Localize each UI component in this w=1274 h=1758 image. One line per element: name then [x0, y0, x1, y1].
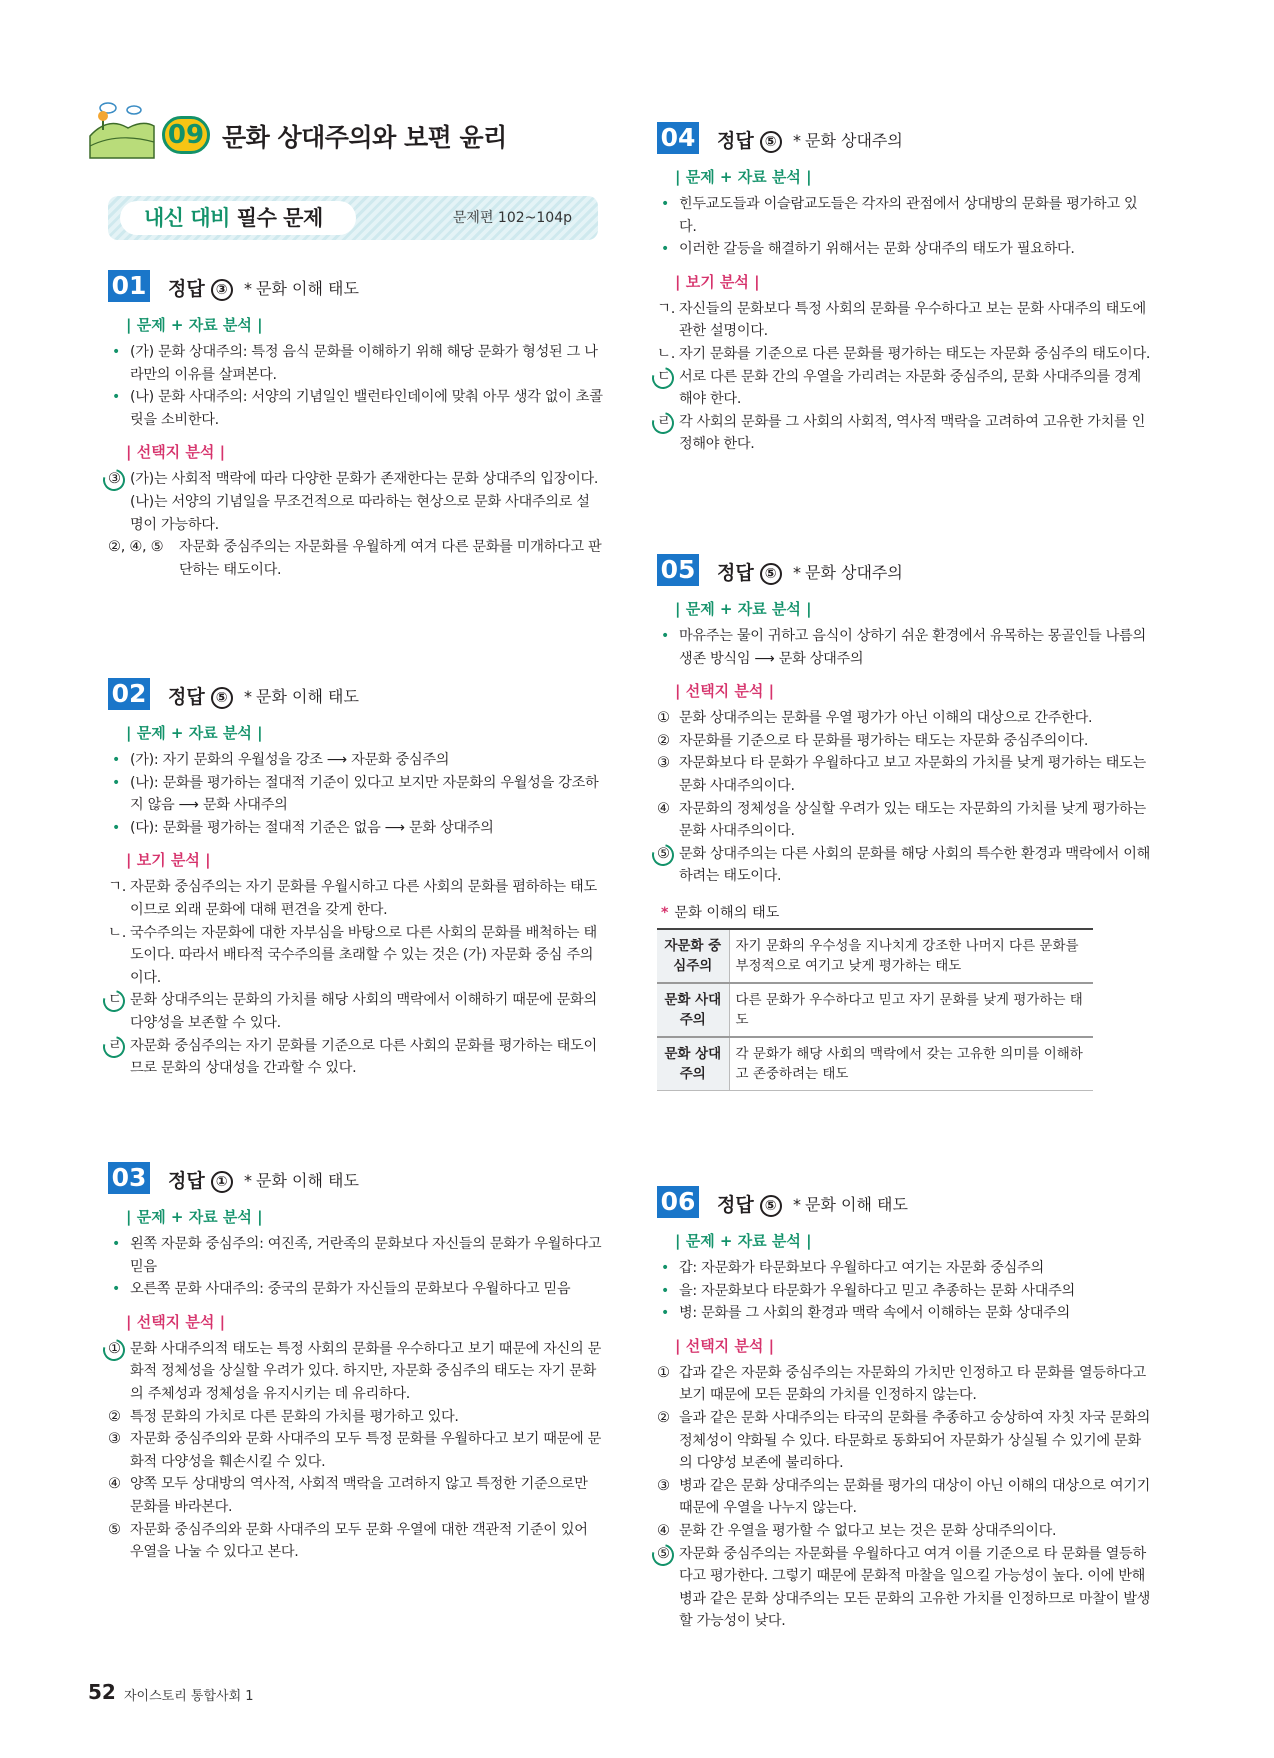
bullet-item: • 왼쪽 자문화 중심주의: 여진족, 거란족의 문화보다 자신들의 문화가 우월하다고 믿음 — [108, 1233, 603, 1278]
choice-marker: ⑤ — [108, 1521, 121, 1538]
choice-item — [657, 707, 1152, 730]
choice-text: 자문화 중심주의와 문화 사대주의 모두 특정 문화를 우월하다고 보기 때문에 문화적 다양성을 훼손시킬 수 있다. — [130, 1431, 602, 1470]
question-number: 04 — [657, 122, 699, 154]
table-row: 자문화 중심주의 자기 문화의 우수성을 지나치게 강조한 나머지 다른 문화를 부정적으로 여기고 낮게 평가하는 태도 — [657, 929, 1093, 983]
choice-item — [108, 536, 603, 581]
analysis-heading: | 문제 + 자료 분석 | — [675, 1232, 812, 1250]
note-title: * 문화 이해의 태도 — [661, 904, 780, 921]
correct-mark-icon — [99, 465, 129, 495]
topic: * 문화 상대주의 — [793, 131, 903, 150]
bullet-item: • 이러한 갈등을 해결하기 위해서는 문화 상대주의 태도가 필요하다. — [657, 238, 1152, 261]
choice-item — [108, 922, 603, 990]
correct-mark-icon — [648, 1540, 678, 1570]
choice-item — [657, 730, 1152, 753]
choice-item — [108, 1035, 603, 1080]
bullet-item: • 마유주는 물이 귀하고 음식이 상하기 쉬운 환경에서 유목하는 몽골인들 나름의 생존 방식임 ⟶ 문화 상대주의 — [657, 625, 1152, 670]
chapter-title: 문화 상대주의와 보편 윤리 — [222, 123, 507, 152]
topic: * 문화 이해 태도 — [793, 1195, 908, 1214]
choice-marker: ㄹ — [657, 413, 671, 430]
choice-item — [108, 1406, 603, 1429]
choice-item — [108, 1428, 603, 1473]
question-02 — [108, 678, 603, 1080]
choice-item — [657, 752, 1152, 797]
analysis-heading: | 문제 + 자료 분석 | — [675, 600, 812, 618]
topic: * 문화 이해 태도 — [244, 687, 359, 706]
choice-item — [108, 1519, 603, 1564]
choice-heading: | 선택지 분석 | — [126, 443, 226, 462]
table-row: 문화 상대주의 각 문화가 해당 사회의 맥락에서 갖는 고유한 의미를 이해하고 존중하려는 태도 — [657, 1037, 1093, 1091]
choice-marker: ③ — [657, 755, 670, 772]
bullet-item: • 병: 문화를 그 사회의 환경과 맥락 속에서 이해하는 문화 상대주의 — [657, 1302, 1152, 1325]
choice-text: 자문화를 기준으로 타 문화를 평가하는 태도는 자문화 중심주의이다. — [679, 732, 1089, 749]
chapter-number: 09 — [162, 116, 210, 154]
choice-item — [108, 989, 603, 1034]
choice-text: 문화 간 우열을 평가할 수 없다고 보는 것은 문화 상대주의이다. — [679, 1522, 1057, 1539]
choice-list — [108, 468, 603, 581]
choice-text: 갑과 같은 자문화 중심주의는 자문화의 가치만 인정하고 타 문화를 열등하다고 보기 때문에 모든 문화의 가치를 인정하지 않는다. — [679, 1364, 1146, 1404]
view-list — [108, 876, 603, 1079]
choice-item — [657, 411, 1152, 456]
choice-text: (가)는 사회적 맥락에 따라 다양한 문화가 존재한다는 문화 상대주의 입장이다. — [130, 471, 599, 488]
choice-text: 국수주의는 자문화에 대한 자부심을 바탕으로 다른 사회의 문화를 배척하는 태도이다. 따라서 배타적 국수주의를 초래할 수 있는 것은 (가) 자문화 중심 주의이다. — [130, 924, 597, 986]
choice-marker: ⑤ — [657, 845, 670, 862]
question-number: 05 — [657, 554, 699, 586]
choice-heading: | 선택지 분석 | — [126, 1312, 226, 1331]
analysis-heading: | 문제 + 자료 분석 | — [126, 316, 263, 334]
bullet-list — [657, 1257, 1152, 1325]
bullet-item: • 오른쪽 문화 사대주의: 중국의 문화가 자신들의 문화보다 우월하다고 믿음 — [108, 1278, 603, 1301]
answer-label: 정답 ⑤ — [717, 558, 782, 585]
choice-item — [108, 1338, 603, 1406]
choice-text: 문화 상대주의는 문화의 가치를 해당 사회의 맥락에서 이해하기 때문에 문화의 다양성을 보존할 수 있다. — [130, 992, 597, 1031]
choice-marker: ④ — [657, 1522, 670, 1539]
choice-item — [657, 1407, 1152, 1475]
choice-marker: ㄴ. — [657, 345, 676, 362]
choice-marker: ㄹ — [108, 1037, 122, 1054]
choice-text: 자문화 중심주의는 자문화를 우월하다고 여겨 이를 기준으로 타 문화를 열등하다고 평가한다. 그렇기 때문에 문화적 마찰을 일으킬 가능성이 높다. 이에 반해 병과 같은 문화 상대주의는 모든 문화의 고유한 가치를 인정하므로 마찰이 발생할 가능성이 낮다. — [679, 1545, 1151, 1630]
choice-item — [108, 876, 603, 921]
choice-list — [657, 1362, 1152, 1633]
choice-marker: ㄱ. — [657, 300, 676, 317]
choice-text: 자문화보다 타 문화가 우월하다고 보고 자문화의 가치를 낮게 평가하는 태도는 문화 사대주의이다. — [679, 755, 1146, 794]
choice-item — [657, 1543, 1152, 1633]
choice-text: 각 사회의 문화를 그 사회의 사회적, 역사적 맥락을 고려하여 고유한 가치를 인정해야 한다. — [679, 413, 1146, 453]
choice-marker: ④ — [108, 1476, 121, 1493]
choice-marker: ⑤ — [657, 1545, 670, 1562]
choice-text: 양쪽 모두 상대방의 역사적, 사회적 맥락을 고려하지 않고 특정한 기준으로만 문화를 바라본다. — [130, 1476, 588, 1515]
choice-item — [657, 1520, 1152, 1543]
analysis-heading: | 문제 + 자료 분석 | — [675, 168, 812, 186]
question-01 — [108, 270, 603, 581]
attitude-table — [657, 928, 1093, 1091]
question-04 — [657, 122, 1152, 456]
choice-heading: | 선택지 분석 | — [675, 682, 775, 701]
answer-label: 정답 ③ — [168, 274, 233, 301]
choice-marker: ③ — [108, 471, 121, 488]
banner-page-ref: 문제편 102~104p — [452, 210, 572, 226]
analysis-heading: | 문제 + 자료 분석 | — [126, 1208, 263, 1226]
bullet-item: • (나): 문화를 평가하는 절대적 기준이 있다고 보지만 자문화의 우월성을 강조하지 않음 ⟶ 문화 사대주의 — [108, 772, 603, 817]
choice-text: (나)는 서양의 기념일을 무조건적으로 따라하는 현상으로 문화 사대주의로 설명이 가능하다. — [130, 493, 590, 533]
bullet-list — [108, 749, 603, 839]
view-heading: | 보기 분석 | — [675, 272, 760, 291]
bullet-list — [108, 1233, 603, 1301]
bullet-item: • 힌두교도들과 이슬람교도들은 각자의 관점에서 상대방의 문화를 평가하고 있다. — [657, 193, 1152, 238]
bullet-item: • 을: 자문화보다 타문화가 우월하다고 믿고 추종하는 문화 사대주의 — [657, 1280, 1152, 1303]
choice-marker: ㄷ — [657, 368, 671, 385]
page-number: 52 — [88, 1680, 116, 1704]
correct-mark-icon — [648, 363, 678, 393]
choice-item — [657, 343, 1152, 366]
question-05 — [657, 554, 1152, 1091]
choice-marker: ㄱ. — [108, 879, 127, 896]
choice-item — [657, 798, 1152, 843]
choice-list — [108, 1338, 603, 1564]
choice-marker: ㄴ. — [108, 924, 127, 941]
choice-text: 병과 같은 문화 상대주의는 문화를 평가의 대상이 아닌 이해의 대상으로 여기기 때문에 우열을 나누지 않는다. — [679, 1477, 1151, 1517]
choice-text: 자문화 중심주의는 자문화를 우월하게 여겨 다른 문화를 미개하다고 판단하는 태도이다. — [179, 539, 602, 578]
answer-label: 정답 ① — [168, 1166, 233, 1193]
choice-marker: ③ — [108, 1431, 121, 1448]
choice-item — [657, 366, 1152, 411]
table-row: 문화 사대주의 다른 문화가 우수하다고 믿고 자기 문화를 낮게 평가하는 태도 — [657, 983, 1093, 1037]
choice-item — [657, 1362, 1152, 1407]
question-03 — [108, 1162, 603, 1564]
question-number: 01 — [108, 270, 150, 302]
view-heading: | 보기 분석 | — [126, 851, 211, 870]
correct-mark-icon — [648, 408, 678, 438]
choice-marker: ② — [657, 1409, 670, 1426]
choice-list — [657, 707, 1152, 888]
choice-heading: | 선택지 분석 | — [675, 1336, 775, 1355]
correct-mark-icon — [648, 840, 678, 870]
view-list — [657, 298, 1152, 456]
choice-text: 을과 같은 문화 사대주의는 타국의 문화를 추종하고 숭상하여 자칫 자국 문화의 정체성이 약화될 수 있다. 타문화로 동화되어 자문화가 상실될 수 있기에 문화의 다양성 보존에 불리하다. — [679, 1409, 1151, 1472]
choice-text: 문화 사대주의적 태도는 특정 사회의 문화를 우수하다고 보기 때문에 자신의 문화적 정체성을 상실할 우려가 있다. 하지만, 자문화 중심주의 태도는 자기 문화의 주체성과 정체성을 유지시키는 데 유리하다. — [130, 1340, 602, 1402]
choice-marker: ㄷ — [108, 992, 122, 1009]
bullet-item: • (가): 자기 문화의 우월성을 강조 ⟶ 자문화 중심주의 — [108, 749, 603, 772]
topic: * 문화 상대주의 — [793, 563, 903, 582]
question-number: 03 — [108, 1162, 150, 1194]
answer-label: 정답 ⑤ — [717, 1190, 782, 1217]
book-title: 자이스토리 통합사회 1 — [124, 1689, 254, 1704]
choice-marker: ②, ④, ⑤ — [108, 539, 164, 556]
choice-text: 자신들의 문화보다 특정 사회의 문화를 우수하다고 보는 문화 사대주의 태도에 관한 설명이다. — [679, 300, 1146, 340]
correct-mark-icon — [99, 1335, 129, 1365]
choice-item — [657, 1475, 1152, 1520]
bullet-item: • 갑: 자문화가 타문화보다 우월하다고 여기는 자문화 중심주의 — [657, 1257, 1152, 1280]
bullet-item: • (나) 문화 사대주의: 서양의 기념일인 밸런타인데이에 맞춰 아무 생각 없이 초콜릿을 소비한다. — [108, 386, 603, 431]
choice-text: 서로 다른 문화 간의 우열을 가리려는 자문화 중심주의, 문화 사대주의를 경계해야 한다. — [679, 368, 1141, 408]
choice-text: 자문화 중심주의는 자기 문화를 우월시하고 다른 사회의 문화를 폄하하는 태도이므로 외래 문화에 대해 편견을 갖게 한다. — [130, 879, 597, 918]
choice-item — [657, 843, 1152, 888]
choice-marker: ① — [657, 1364, 670, 1381]
question-number: 02 — [108, 678, 150, 710]
choice-marker: ② — [108, 1408, 121, 1425]
choice-text: 자문화 중심주의와 문화 사대주의 모두 문화 우열에 대한 객관적 기준이 있어 우열을 나눌 수 있다고 본다. — [130, 1521, 588, 1561]
answer-label: 정답 ⑤ — [717, 126, 782, 153]
bullet-list — [657, 193, 1152, 261]
choice-marker: ③ — [657, 1477, 670, 1494]
answer-label: 정답 ⑤ — [168, 682, 233, 709]
correct-mark-icon — [99, 1032, 129, 1062]
chapter-header — [88, 96, 608, 166]
landscape-icon — [88, 96, 156, 166]
choice-item — [108, 1473, 603, 1518]
choice-text: 특정 문화의 가치로 다른 문화의 가치를 평가하고 있다. — [130, 1408, 459, 1425]
choice-marker: ② — [657, 732, 670, 749]
choice-item — [108, 468, 603, 491]
choice-text: 문화 상대주의는 문화를 우열 평가가 아닌 이해의 대상으로 간주한다. — [679, 710, 1093, 727]
choice-marker: ① — [657, 710, 670, 727]
correct-mark-icon — [99, 986, 129, 1016]
bullet-list — [108, 341, 603, 431]
banner-label: 내신 대비 필수 문제 — [120, 201, 356, 235]
question-number: 06 — [657, 1186, 699, 1218]
choice-text: 자문화의 정체성을 상실할 우려가 있는 태도는 자문화의 가치를 낮게 평가하는 문화 사대주의이다. — [679, 800, 1146, 840]
section-banner — [108, 196, 598, 240]
choice-text: 자문화 중심주의는 자기 문화를 기준으로 다른 사회의 문화를 평가하는 태도이므로 문화의 상대성을 간과할 수 있다. — [130, 1037, 597, 1077]
topic: * 문화 이해 태도 — [244, 1171, 359, 1190]
choice-marker: ① — [108, 1340, 121, 1357]
topic: * 문화 이해 태도 — [244, 279, 359, 298]
bullet-item: • (가) 문화 상대주의: 특정 음식 문화를 이해하기 위해 해당 문화가 형성된 그 나라만의 이유를 살펴본다. — [108, 341, 603, 386]
choice-text: 문화 상대주의는 다른 사회의 문화를 해당 사회의 특수한 환경과 맥락에서 이해하려는 태도이다. — [679, 845, 1151, 885]
bullet-list — [657, 625, 1152, 670]
bullet-item: • (다): 문화를 평가하는 절대적 기준은 없음 ⟶ 문화 상대주의 — [108, 817, 603, 840]
choice-item — [108, 491, 603, 536]
choice-text: 자기 문화를 기준으로 다른 문화를 평가하는 태도는 자문화 중심주의 태도이다. — [679, 345, 1151, 362]
question-06 — [657, 1186, 1152, 1633]
choice-item — [657, 298, 1152, 343]
choice-marker: ④ — [657, 800, 670, 817]
analysis-heading: | 문제 + 자료 분석 | — [126, 724, 263, 742]
